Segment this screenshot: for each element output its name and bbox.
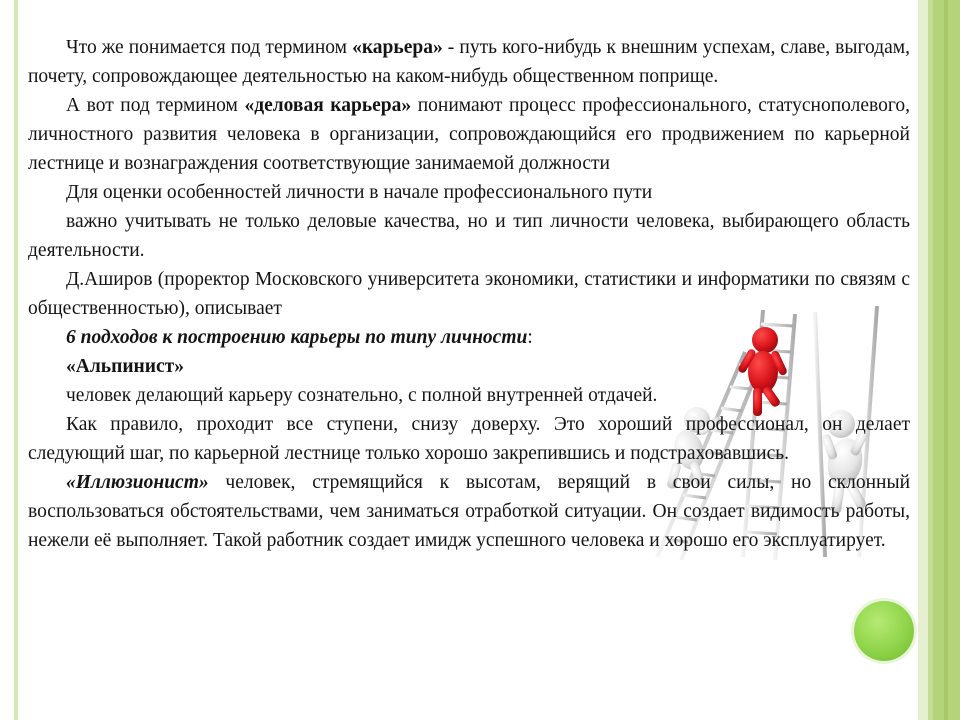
text-run: А вот под термином [66,95,245,116]
right-border-strip [918,0,928,720]
text-run: понимают процесс профессионального, статуснополевого, личностного развития человека в организации, сопровождающийся его продвижением по карьерной лестнице и вознаграждения соответствующие занимаемой должности [28,95,911,174]
paragraph-business-career [28,91,910,178]
paragraph-career-definition [28,33,910,91]
paragraph-assessment: Для оценки особенностей личности в начале профессионального пути [66,182,653,203]
term-alpinist: «Альпинист» [66,356,185,377]
paragraph-personality-type: важно учитывать не только деловые качества, но и тип личности человека, выбирающего область деятельности. [28,211,910,261]
green-circle-decoration [854,601,914,661]
heading-colon: : [527,327,533,348]
text-run: человек, стремящийся к высотам, верящий в свои силы, но склонный воспользоваться обстоятельствами, чем заниматься отработкой ситуации. Он создает видимость работы, нежели её выполняет. Такой работник создает имидж успешного человека и хорошо его эксплуатирует. [28,472,910,551]
main-text [28,33,910,555]
type-alpinist-details: Как правило, проходит все ступени, снизу доверху. Это хороший профессионал, он делает следующий шаг, по карьерной лестнице только хорошо закрепившись и подстраховавшись. [28,414,910,464]
type-illusionist [28,468,910,555]
term-career: «карьера» [352,37,443,58]
text-run: - путь кого-нибудь к внешним успехам, славе, выгодам, почету, сопровождающее деятельностью на каком-нибудь общественном поприще. [28,37,910,87]
left-border-line [14,0,18,720]
type-alpinist-title [28,352,910,381]
paragraph-ashirov: Д.Аширов (проректор Московского университета экономики, статистики и информатики по связям с общественностью), описывает [28,269,910,319]
term-business-career: «деловая карьера» [244,95,412,116]
heading-six-approaches [28,323,910,352]
heading-text: 6 подходов к построению карьеры по типу личности [66,327,528,348]
type-alpinist-description: человек делающий карьеру сознательно, с полной внутренней отдачей. [66,385,658,406]
right-border-strip [944,0,948,720]
text-run: Что же понимается под термином [66,37,353,58]
term-illusionist: «Иллюзионист» [66,472,209,493]
